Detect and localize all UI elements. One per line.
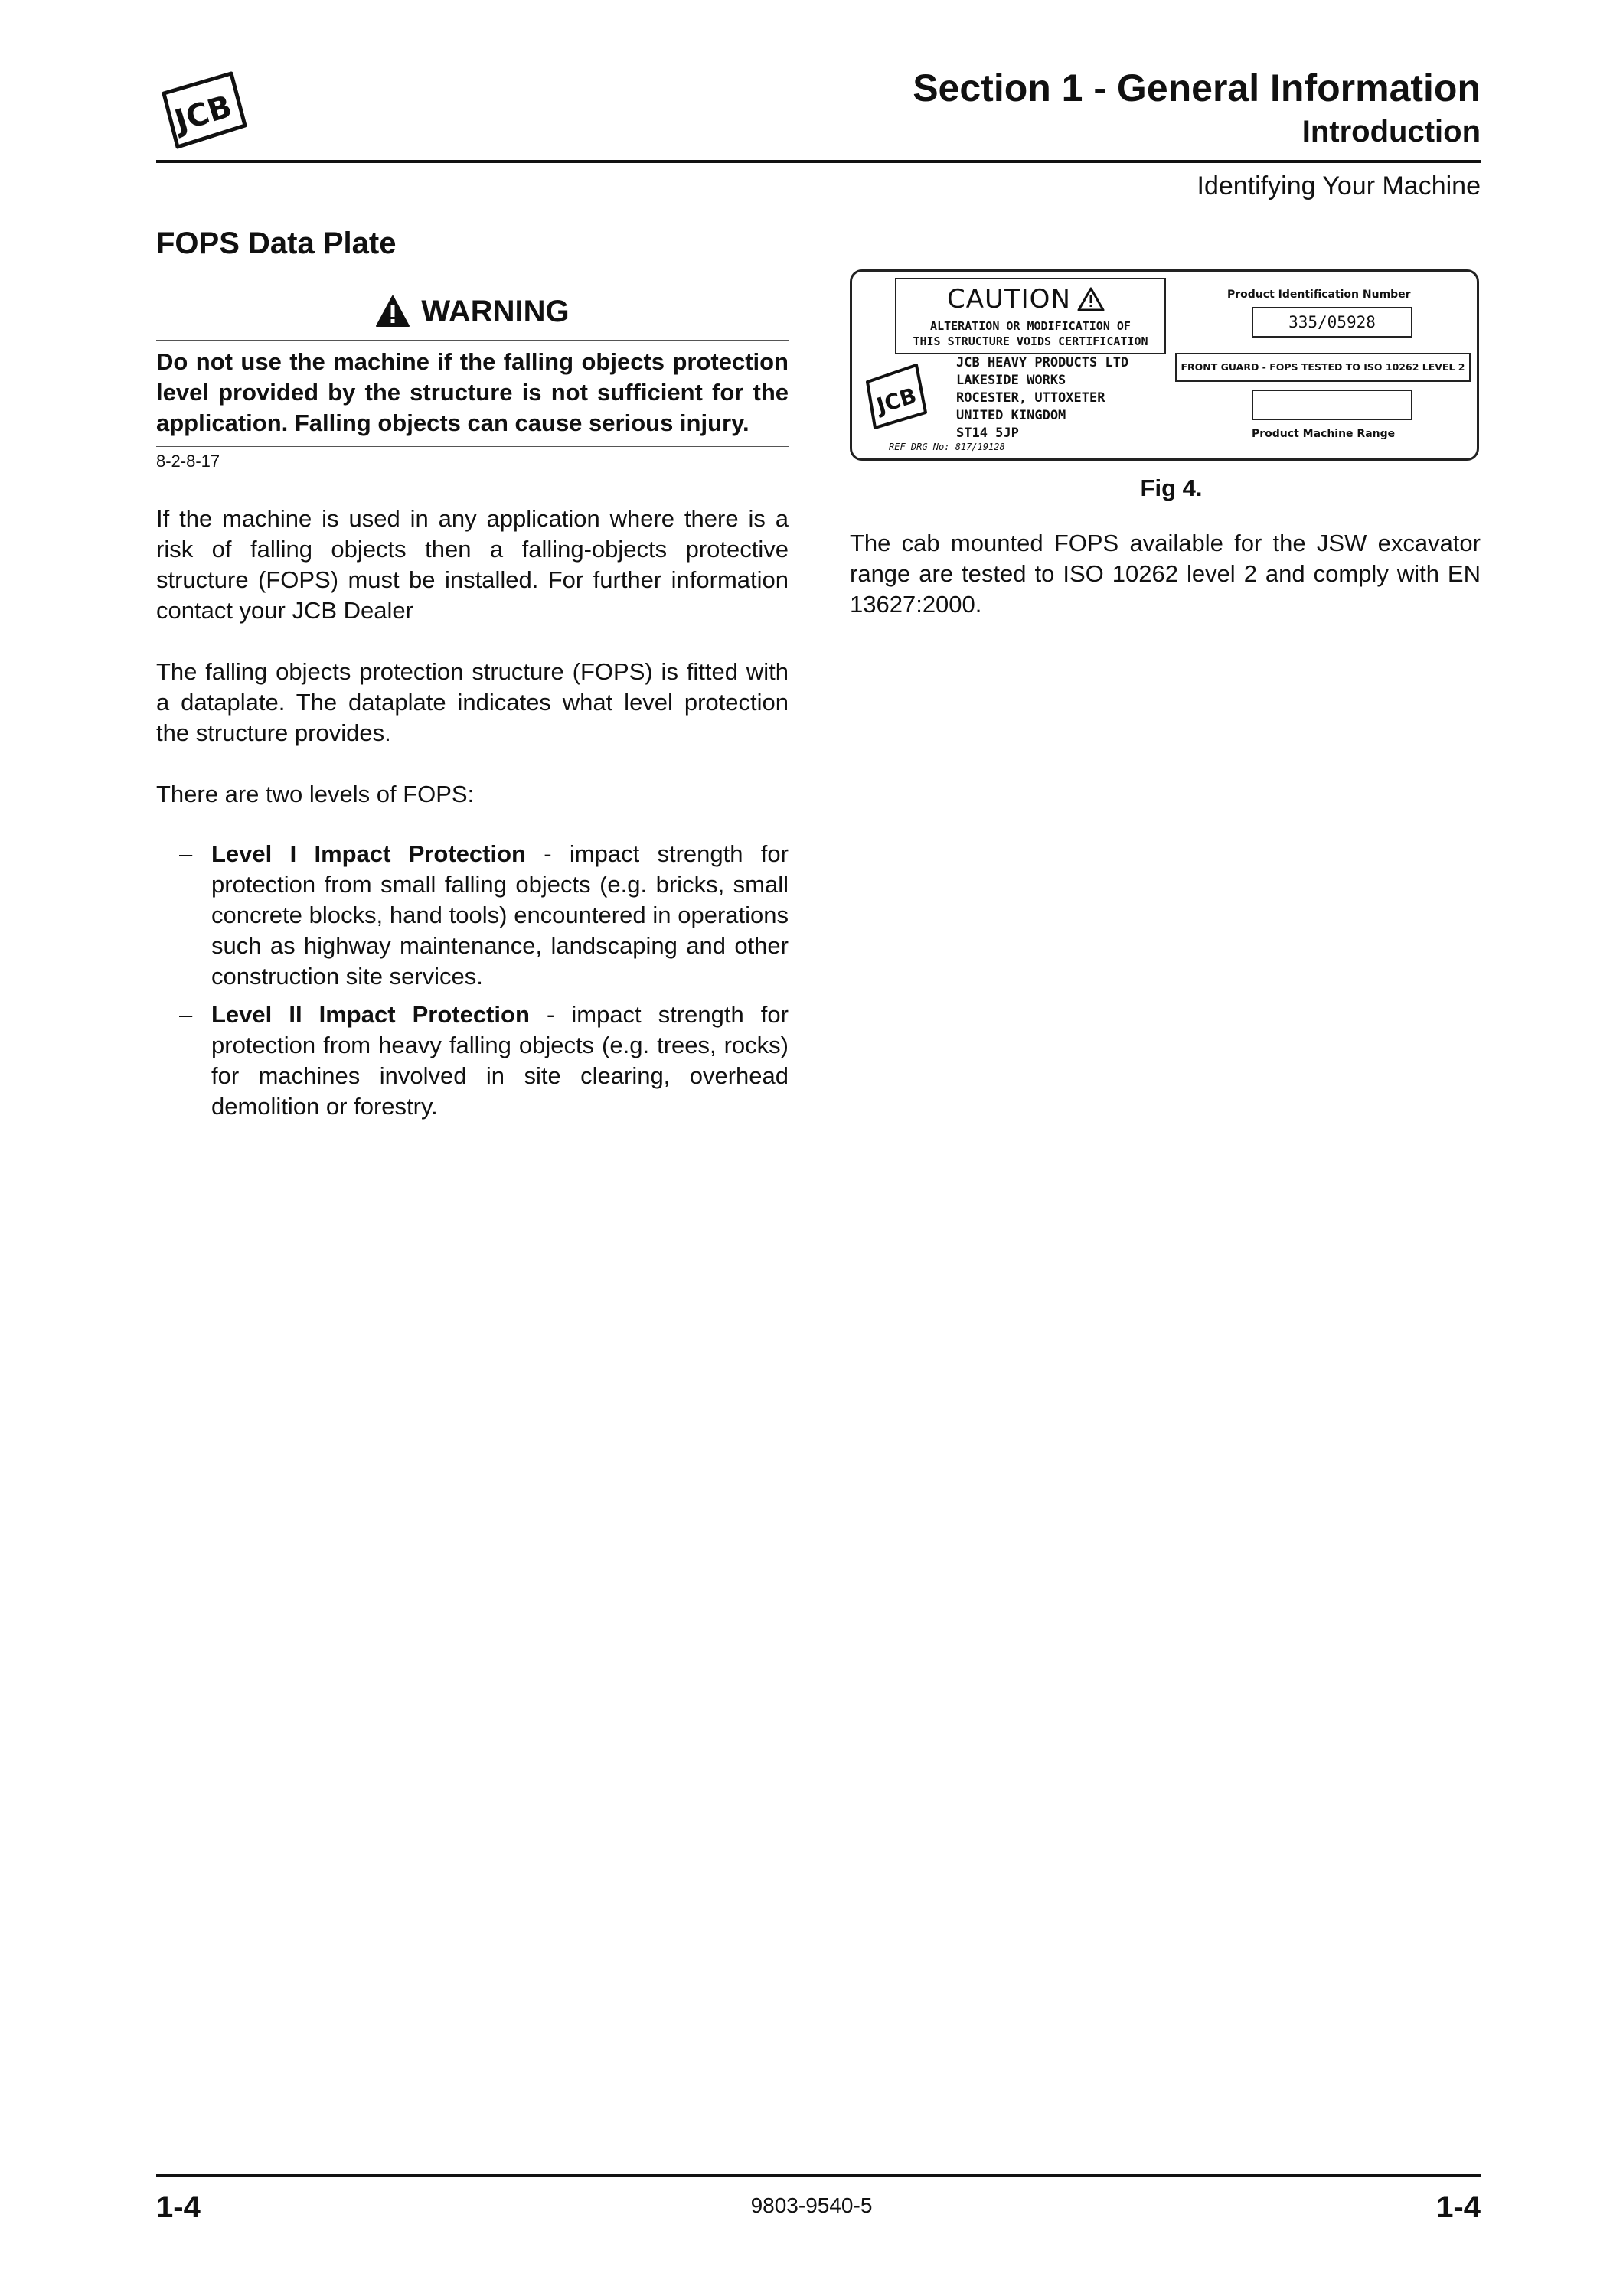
footer-rule <box>156 2174 1481 2177</box>
svg-text:JCB: JCB <box>874 383 919 419</box>
address-line: ST14 5JP <box>956 426 1019 441</box>
level-title: Level I Impact Protection <box>211 840 526 867</box>
figure-caption: Fig 4. <box>1140 475 1203 501</box>
level-text: - impact strength for protection from small falling objects (e.g. bricks, small concrete blocks, hand tools) encountered in operations such as highway maintenance, landscaping and other construction site services. <box>211 840 789 990</box>
address-line: UNITED KINGDOM <box>956 408 1066 423</box>
caution-box <box>895 278 1166 354</box>
list-item <box>156 1000 789 1122</box>
warning-code: 8-2-8-17 <box>156 452 220 471</box>
jcb-logo <box>156 70 248 150</box>
drawing-reference: REF DRG No: 817/19128 <box>889 442 1005 452</box>
list-dash: – <box>179 1001 193 1028</box>
warning-label: WARNING <box>421 295 570 328</box>
level-text: - impact strength for protection from heavy falling objects (e.g. trees, rocks) for machines involved in site clearing, overhead demolition or forestry. <box>211 1001 789 1120</box>
topic-title: Identifying Your Machine <box>1197 171 1481 201</box>
pin-value: 335/05928 <box>1252 307 1412 338</box>
manufacturer-address <box>956 354 1128 442</box>
right-column <box>850 269 1481 620</box>
machine-range-box <box>1252 390 1412 420</box>
address-line: JCB HEAVY PRODUCTS LTD <box>956 355 1129 370</box>
caution-heading <box>947 284 1105 315</box>
svg-text:JCB: JCB <box>171 89 237 139</box>
paragraph-dataplate: The falling objects protection structure (FOPS) is fitted with a dataplate. The dataplate indicates what level protection the structure provides. <box>156 658 789 746</box>
level-title: Level II Impact Protection <box>211 1001 530 1028</box>
page-heading: FOPS Data Plate <box>156 227 397 260</box>
machine-range-label: Product Machine Range <box>1252 428 1396 440</box>
warning-bottom-rule <box>156 446 789 447</box>
fops-levels-list <box>156 839 789 1122</box>
address-line: LAKESIDE WORKS <box>956 373 1066 388</box>
section-title: Section 1 - General Information <box>913 67 1481 109</box>
caution-label: CAUTION <box>947 284 1071 315</box>
page-number-left: 1-4 <box>156 2190 201 2224</box>
pin-label: Product Identification Number <box>1227 289 1411 301</box>
caution-line-2: THIS STRUCTURE VOIDS CERTIFICATION <box>913 334 1148 348</box>
caution-line-1: ALTERATION OR MODIFICATION OF <box>930 319 1131 333</box>
document-number: 9803-9540-5 <box>750 2193 873 2217</box>
paragraph-cab-fops: The cab mounted FOPS available for the JSW excavator range are tested to ISO 10262 level 2 and comply with EN 13627:2000. <box>850 530 1481 618</box>
warning-text: Do not use the machine if the falling objects protection level provided by the structure is not sufficient for the application. Falling objects can cause serious injury. <box>156 348 789 436</box>
caution-triangle-icon <box>1077 287 1105 311</box>
warning-triangle-icon <box>375 295 410 328</box>
fops-data-plate <box>850 269 1479 461</box>
guard-certification: FRONT GUARD - FOPS TESTED TO ISO 10262 LEVEL 2 <box>1175 353 1471 382</box>
left-column <box>156 222 789 1130</box>
plate-jcb-logo <box>863 362 929 431</box>
paragraph-fops-install: If the machine is used in any application where there is a risk of falling objects then a falling-objects protective structure (FOPS) must be installed. For further information contact your JCB Dealer <box>156 505 789 624</box>
list-dash: – <box>179 840 193 867</box>
address-line: ROCESTER, UTTOXETER <box>956 390 1105 406</box>
header-rule <box>156 160 1481 163</box>
warning-title <box>156 292 789 331</box>
page-number-right: 1-4 <box>1436 2190 1481 2224</box>
warning-top-rule <box>156 340 789 341</box>
paragraph-levels-intro: There are two levels of FOPS: <box>156 781 475 807</box>
list-item <box>156 839 789 992</box>
subsection-title: Introduction <box>1301 115 1481 148</box>
